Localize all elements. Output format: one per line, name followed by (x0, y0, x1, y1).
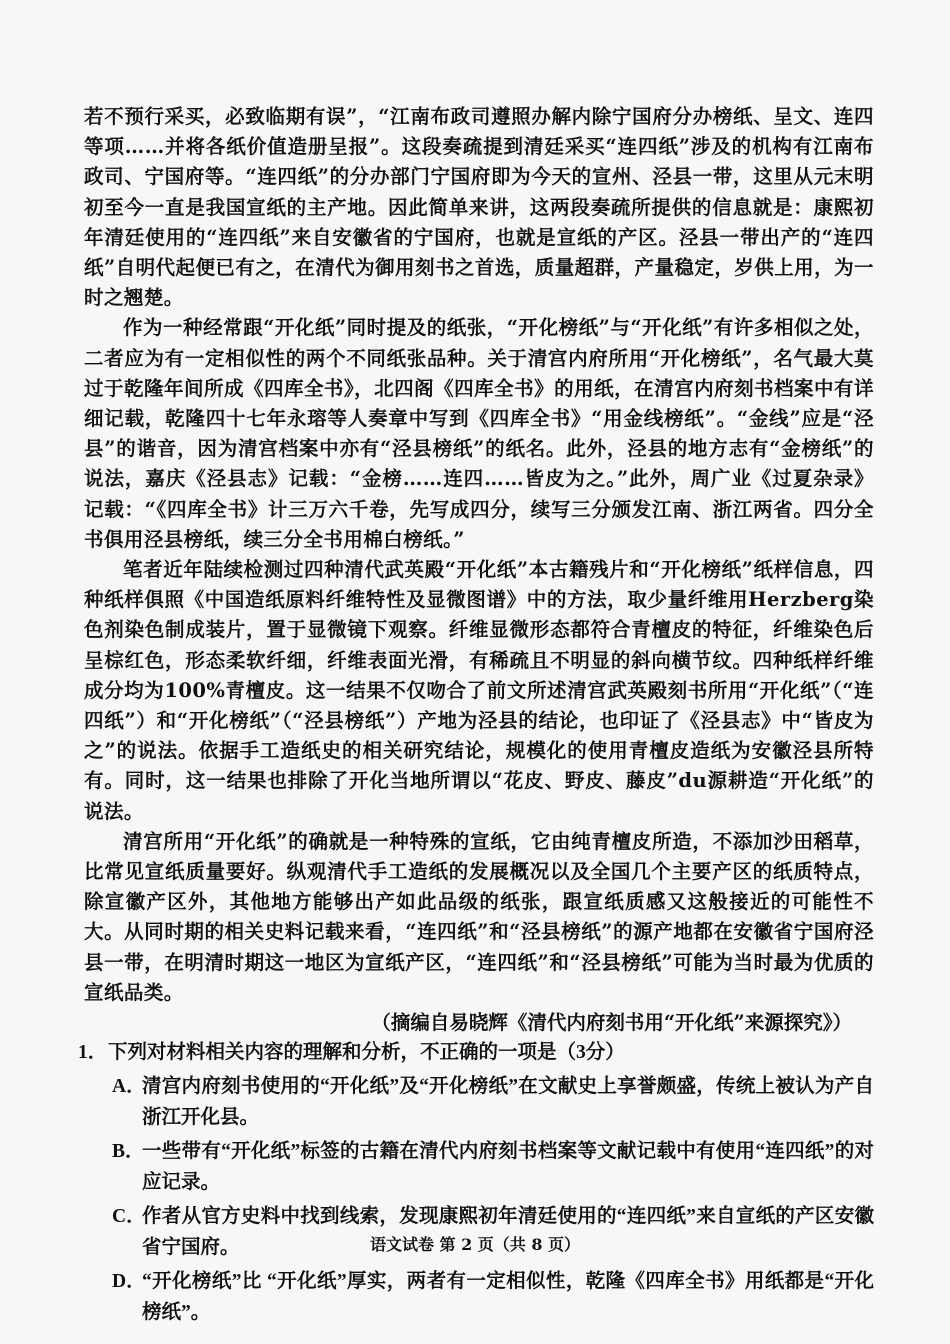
option-b-text: 一些带有“开化纸”标签的古籍在清代内府刻书档案等文献记载中有使用“连四纸”的对应记录。 (142, 1141, 874, 1194)
option-c-text: 作者从官方史料中找到线索，发现康熙初年清廷使用的“连四纸”来自宣纸的产区安徽省宁国府。 (142, 1206, 874, 1259)
question-stem-text: 下列对材料相关内容的理解和分析，不正确的一项是（3分） (108, 1042, 625, 1064)
question-number: 1． (78, 1042, 108, 1064)
option-b-letter: B． (112, 1141, 145, 1163)
question-stem (78, 1038, 874, 1068)
option-a-text: 清宫内府刻书使用的“开化纸”及“开化榜纸”在文献史上享誉颇盛，传统上被认为产自浙江开化县。 (142, 1076, 874, 1129)
option-d-letter: D． (112, 1271, 146, 1293)
question-1 (78, 1038, 874, 1328)
option-c-letter: C． (112, 1206, 146, 1228)
option-d (84, 1266, 874, 1328)
passage-paragraph-1: 若不预行采买，必致临期有误”，“江南布政司遵照办解内除宁国府分办榜纸、呈文、连四等项……并将各纸价值造册呈报”。这段奏疏提到清廷采买“连四纸”涉及的机构有江南布政司、宁国府等。“连四纸”的分办部门宁国府即为今天的宣州、泾县一带，这里从元末明初至今一直是我国宣纸的主产地。因此简单来讲，这两段奏疏所提供的信息就是：康熙初年清廷使用的“连四纸”来自安徽省的宁国府，也就是宣纸的产区。泾县一带出产的“连四纸”自明代起便已有之，在清代为御用刻书之首选，质量超群，产量稳定，岁供上用，为一时之翘楚。 (84, 105, 874, 310)
page-content (78, 102, 874, 1328)
option-b (84, 1136, 874, 1198)
passage-paragraph-4: 清宫所用“开化纸”的确就是一种特殊的宣纸，它由纯青檀皮所造，不添加沙田稻草，比常见宣纸质量要好。纵观清代手工造纸的发展概况以及全国几个主要产区的纸质特点，除宣徽产区外，其他地方能够出产如此品级的纸张，跟宣纸质感又这般接近的可能性不大。从同时期的相关史料记载来看，“连四纸”和“泾县榜纸”的源产地都在安徽省宁国府泾县一带，在明清时期这一地区为宣纸产区，“连四纸”和“泾县榜纸”可能为当时最为优质的宣纸品类。 (84, 829, 874, 1004)
reading-passage (84, 102, 874, 1038)
passage-paragraph-3: 笔者近年陆续检测过四种清代武英殿“开化纸”本古籍残片和“开化榜纸”纸样信息，四种纸样俱照《中国造纸原料纤维特性及显微图谱》中的方法，取少量纤维用Herzberg染色剂染色制成装片，置于显微镜下观察。纤维显微形态都符合青檀皮的特征，纤维染色后呈棕红色，形态柔软纤细，纤维表面光滑，有稀疏且不明显的斜向横节纹。四种纸样纤维成分均为100%青檀皮。这一结果不仅吻合了前文所述清宫武英殿刻书所用“开化纸”（“连四纸”）和“开化榜纸”（“泾县榜纸”）产地为泾县的结论，也印证了《泾县志》中“皆皮为之”的说法。依据手工造纸史的相关研究结论，规模化的使用青檀皮造纸为安徽泾县所特有。同时，这一结果也排除了开化当地所谓以“花皮、野皮、藤皮”du源耕造“开化纸”的说法。 (84, 558, 874, 823)
option-d-text: “开化榜纸”比 “开化纸”厚实，两者有一定相似性，乾隆《四库全书》用纸都是“开化榜纸”。 (142, 1271, 874, 1324)
passage-paragraph-2: 作为一种经常跟“开化纸”同时提及的纸张，“开化榜纸”与“开化纸”有许多相似之处，二者应为有一定相似性的两个不同纸张品种。关于清宫内府所用“开化榜纸”，名气最大莫过于乾隆年间所成《四库全书》，北四阁《四库全书》的用纸，在清宫内府刻书档案中有详细记载，乾隆四十七年永瑢等人奏章中写到《四库全书》“用金线榜纸”。“金线”应是“泾县”的谐音，因为清宫档案中亦有“泾县榜纸”的纸名。此外，泾县的地方志有“金榜纸”的说法，嘉庆《泾县志》记载：“金榜……连四……皆皮为之。”此外，周广业《过夏杂录》记载：“《四库全书》计三万六千卷，先写成四分，续写三分颁发江南、浙江两省。四分全书俱用泾县榜纸，续三分全书用棉白榜纸。” (84, 316, 874, 551)
passage-source: （摘编自易晓辉《清代内府刻书用“开化纸”来源探究》） (371, 1011, 852, 1035)
option-a (84, 1071, 874, 1133)
option-a-letter: A． (112, 1076, 146, 1098)
page-footer: 语文试卷 第 2 页（共 8 页） (369, 1235, 581, 1254)
